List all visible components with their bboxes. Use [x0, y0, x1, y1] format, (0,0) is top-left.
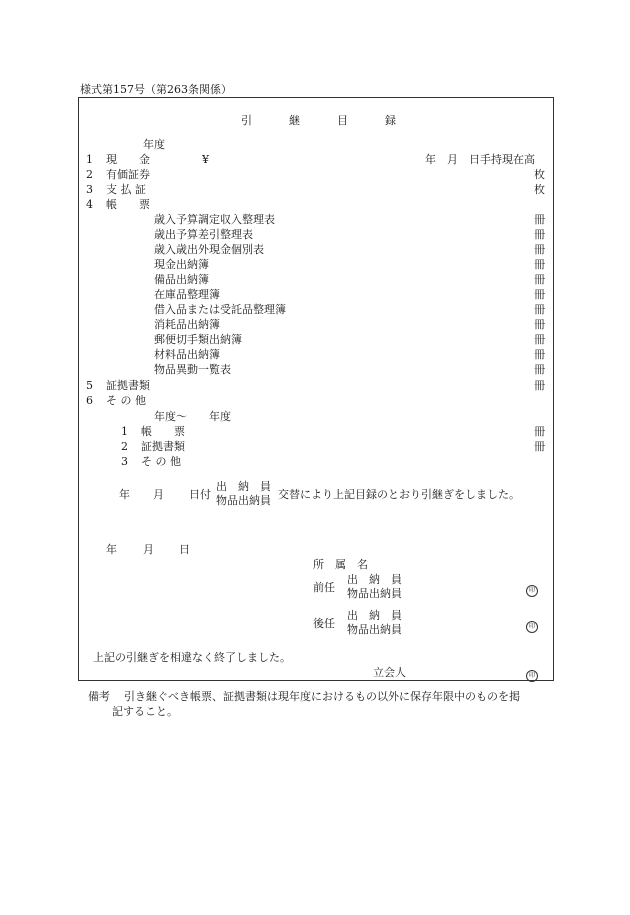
item-number: 3 [86, 183, 93, 196]
cash-label: 現 金 [106, 153, 150, 166]
unit-label: 枚 [534, 183, 545, 196]
sub-item-label: 帳 票 [141, 425, 185, 438]
remarks-line-2: 記すること。 [112, 705, 178, 718]
remarks-label: 備考 [88, 690, 110, 703]
unit-label: 冊 [534, 425, 545, 438]
cashier-role: 出 納 員 [347, 573, 402, 586]
ledger-item: 歳入予算調定収入整理表 [154, 213, 275, 226]
handover-date-suffix: 日付 [189, 488, 211, 501]
sub-item-label: そ の 他 [141, 455, 181, 468]
ledger-item: 歳入歳出外現金個別表 [154, 243, 264, 256]
sub-item-label: 証拠書類 [141, 440, 185, 453]
witness-label: 立会人 [373, 666, 406, 679]
successor-seal-mark: 印 [526, 618, 538, 633]
unit-label: 枚 [534, 168, 545, 181]
property-cashier-role: 物品出納員 [216, 494, 271, 507]
unit-label: 冊 [534, 258, 545, 271]
yen-symbol: ¥ [202, 153, 209, 166]
witness-seal-mark: 印 [526, 667, 538, 682]
unit-label: 冊 [534, 273, 545, 286]
handover-role-stack [216, 480, 271, 508]
payment-certificate-label: 支 払 証 [106, 183, 146, 196]
predecessor-seal-mark: 印 [526, 582, 538, 597]
signature-month: 月 [143, 543, 154, 556]
ledger-item: 材料品出納簿 [154, 348, 220, 361]
ledgers-label: 帳 票 [106, 198, 150, 211]
unit-label: 冊 [534, 213, 545, 226]
unit-label: 冊 [534, 303, 545, 316]
item-number: 6 [86, 394, 93, 407]
signature-day: 日 [179, 543, 190, 556]
item-number: 5 [86, 379, 93, 392]
remarks-line-1: 引き継ぐべき帳票、証拠書類は現年度におけるもの以外に保存年限中のものを掲 [124, 690, 520, 703]
handover-year: 年 [119, 488, 130, 501]
unit-label: 冊 [534, 228, 545, 241]
unit-label: 冊 [534, 288, 545, 301]
title-char: 引 [241, 114, 252, 127]
unit-label: 冊 [534, 348, 545, 361]
ledger-item: 物品異動一覧表 [154, 363, 231, 376]
others-period-label: 年度～ 年度 [154, 410, 231, 423]
successor-label: 後任 [313, 617, 335, 630]
successor-roles [347, 609, 402, 637]
unit-label: 冊 [534, 379, 545, 392]
item-number: 2 [86, 168, 93, 181]
unit-label: 冊 [534, 243, 545, 256]
sub-item-number: 2 [121, 440, 128, 453]
title-char: 目 [337, 114, 348, 127]
ledger-item: 現金出納簿 [154, 258, 209, 271]
ledger-item: 郵便切手類出納簿 [154, 333, 242, 346]
ledger-item: 消耗品出納簿 [154, 318, 220, 331]
cash-date-label: 年 月 日手持現在高 [425, 153, 535, 166]
signature-year: 年 [106, 543, 117, 556]
others-label: そ の 他 [106, 394, 146, 407]
title-char: 録 [385, 114, 396, 127]
unit-label: 冊 [534, 333, 545, 346]
handover-month: 月 [153, 488, 164, 501]
ledger-item: 歳出予算差引整理表 [154, 228, 253, 241]
handover-statement: 交替により上記目録のとおり引継ぎをしました。 [278, 488, 520, 501]
title-char: 継 [289, 114, 300, 127]
unit-label: 冊 [534, 440, 545, 453]
cashier-role: 出 納 員 [216, 480, 271, 493]
affiliation-label: 所 属 名 [313, 558, 368, 571]
fiscal-year-label: 年度 [143, 138, 165, 151]
securities-label: 有価証券 [106, 168, 150, 181]
confirmation-statement: 上記の引継ぎを相違なく終了しました。 [93, 651, 291, 664]
item-number: 1 [86, 153, 93, 166]
ledger-item: 在庫品整理簿 [154, 288, 220, 301]
sub-item-number: 3 [121, 455, 128, 468]
item-number: 4 [86, 198, 93, 211]
property-cashier-role: 物品出納員 [347, 587, 402, 600]
predecessor-label: 前任 [313, 581, 335, 594]
form-number: 様式第157号（第263条関係） [80, 83, 232, 96]
ledger-item: 借入品または受託品整理簿 [154, 303, 286, 316]
unit-label: 冊 [534, 318, 545, 331]
unit-label: 冊 [534, 363, 545, 376]
ledger-item: 備品出納簿 [154, 273, 209, 286]
sub-item-number: 1 [121, 425, 128, 438]
cashier-role: 出 納 員 [347, 609, 402, 622]
predecessor-roles [347, 573, 402, 601]
evidence-documents-label: 証拠書類 [106, 379, 150, 392]
property-cashier-role: 物品出納員 [347, 623, 402, 636]
